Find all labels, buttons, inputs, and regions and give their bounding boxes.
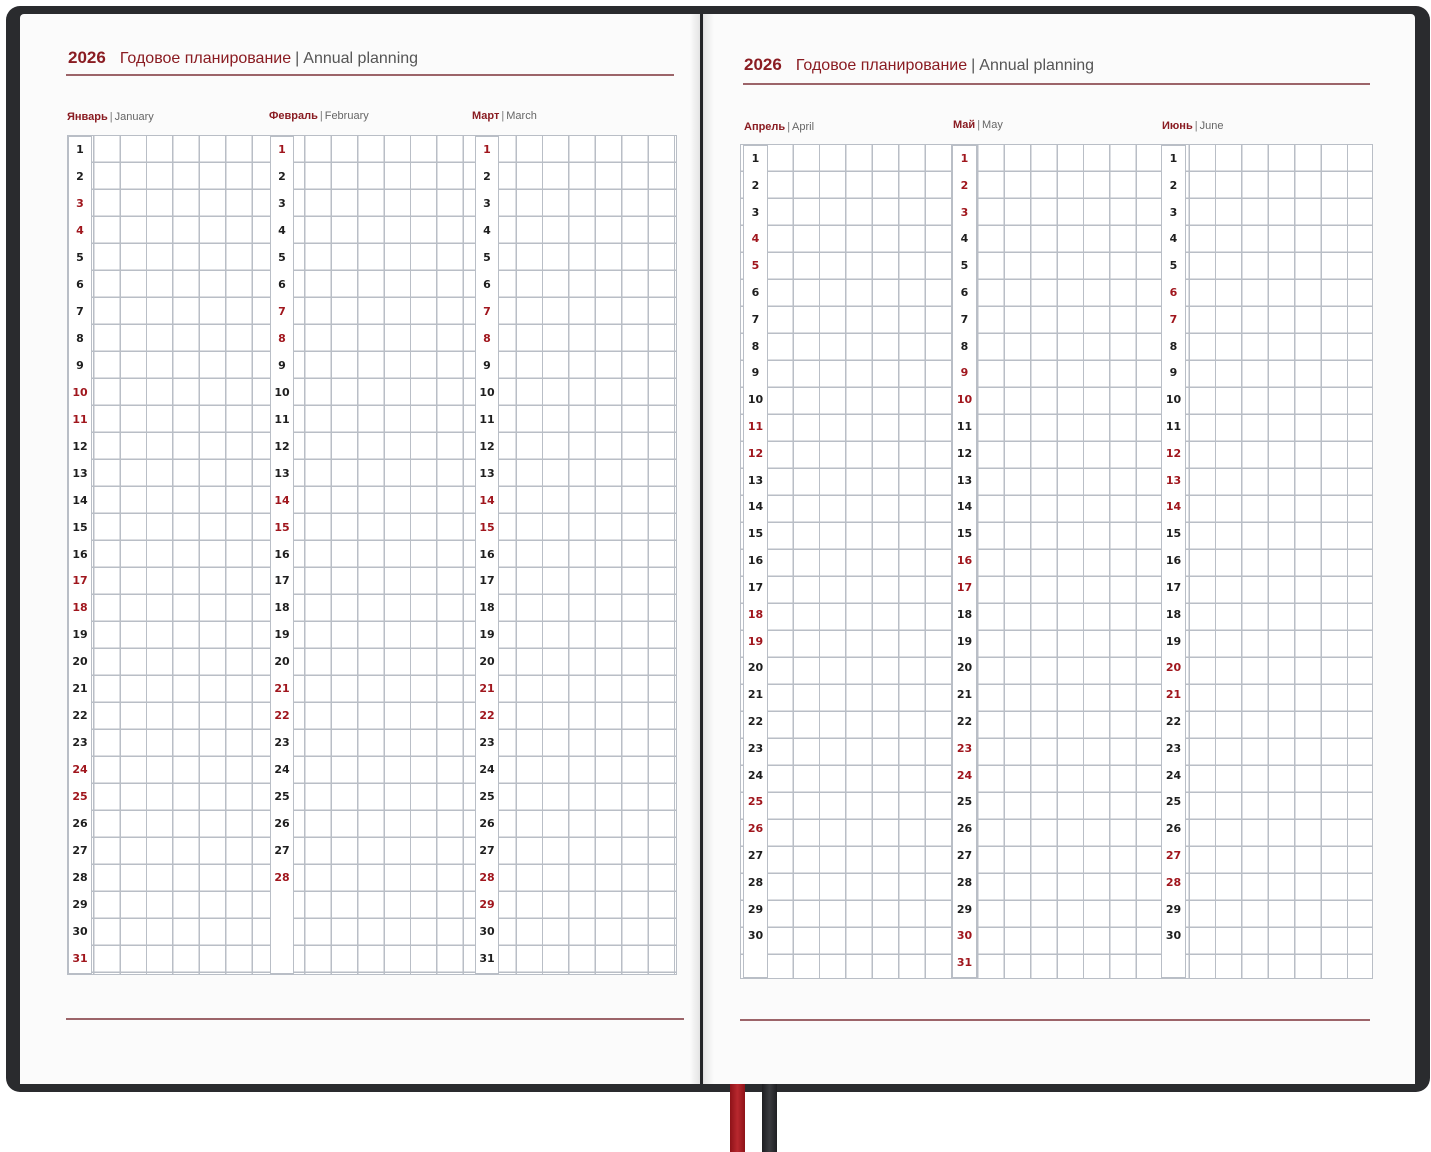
day-number: 3	[278, 196, 286, 210]
day-number: 31	[479, 952, 495, 966]
day-number: 15	[274, 520, 290, 534]
day-number: 29	[72, 898, 88, 912]
day-number: 11	[479, 412, 495, 426]
day-number: 18	[747, 607, 764, 621]
day-number: 4	[751, 232, 760, 246]
day-number: 8	[960, 339, 969, 353]
month-label-may: Май | May	[953, 119, 1003, 131]
bookmark-ribbon-red	[730, 1084, 745, 1152]
day-number: 1	[960, 152, 969, 165]
day-number: 30	[747, 929, 764, 943]
day-number: 15	[747, 527, 764, 541]
day-number: 23	[1165, 741, 1182, 755]
day-number: 10	[274, 385, 290, 399]
day-number: 22	[1165, 714, 1182, 728]
day-number: 3	[751, 205, 760, 219]
day-number: 30	[1165, 929, 1182, 943]
day-number: 14	[956, 500, 973, 514]
day-number: 27	[72, 844, 88, 858]
day-number: 16	[72, 547, 88, 561]
day-number: 6	[1169, 286, 1178, 300]
day-number: 28	[956, 875, 973, 889]
day-number: 2	[76, 169, 84, 183]
day-number: 14	[1165, 500, 1182, 514]
day-number: 27	[274, 844, 290, 858]
day-number: 31	[956, 956, 973, 970]
day-number: 13	[274, 466, 290, 480]
day-number: 21	[956, 688, 973, 702]
day-number: 8	[483, 331, 491, 345]
month-label-january: Январь | January	[67, 111, 154, 123]
day-number: 8	[751, 339, 760, 353]
day-number: 13	[72, 466, 88, 480]
day-number: 23	[72, 736, 88, 750]
day-number: 4	[278, 223, 286, 237]
header-separator: |	[971, 57, 976, 74]
day-number: 3	[76, 196, 84, 210]
day-number: 22	[956, 714, 973, 728]
day-number: 5	[751, 259, 760, 273]
day-number: 29	[747, 902, 764, 916]
day-number: 29	[956, 902, 973, 916]
day-number: 27	[747, 848, 764, 862]
header-title-en: Annual planning	[979, 57, 1095, 74]
day-number: 11	[72, 412, 88, 426]
day-number: 29	[1165, 902, 1182, 916]
day-number: 20	[747, 661, 764, 675]
day-number: 26	[274, 817, 290, 831]
day-number: 28	[72, 871, 88, 885]
day-number: 14	[72, 493, 88, 507]
day-number: 1	[1169, 152, 1178, 165]
day-number: 17	[479, 574, 495, 588]
day-column-march	[475, 136, 499, 974]
day-number: 10	[747, 393, 764, 407]
day-number: 13	[956, 473, 973, 487]
day-column-april	[743, 145, 768, 978]
day-number: 3	[483, 196, 491, 210]
day-column-january	[68, 136, 92, 974]
day-number: 3	[960, 205, 969, 219]
day-number: 11	[956, 420, 973, 434]
day-number: 6	[76, 277, 84, 291]
day-number: 15	[1165, 527, 1182, 541]
day-number: 28	[1165, 875, 1182, 889]
day-number: 19	[479, 628, 495, 642]
day-number: 7	[483, 304, 491, 318]
day-number: 26	[72, 817, 88, 831]
day-number: 2	[751, 178, 760, 192]
day-number: 9	[1169, 366, 1178, 380]
day-number: 1	[76, 143, 84, 156]
day-column-february	[270, 136, 294, 974]
day-number: 8	[76, 331, 84, 345]
day-number: 22	[747, 714, 764, 728]
day-number: 4	[483, 223, 491, 237]
day-number: 27	[479, 844, 495, 858]
day-number: 25	[747, 795, 764, 809]
day-number: 9	[751, 366, 760, 380]
day-number: 5	[278, 250, 286, 264]
day-number: 26	[479, 817, 495, 831]
day-number: 4	[960, 232, 969, 246]
book-spine-shadow	[690, 14, 714, 1084]
day-number: 25	[479, 790, 495, 804]
day-number: 30	[956, 929, 973, 943]
day-number: 10	[1165, 393, 1182, 407]
day-number: 17	[956, 580, 973, 594]
right-page-header	[744, 55, 1094, 83]
day-number: 5	[483, 250, 491, 264]
day-number: 12	[956, 446, 973, 460]
header-title-ru: Годовое планирование	[795, 57, 968, 74]
day-number: 3	[1169, 205, 1178, 219]
day-number: 18	[72, 601, 88, 615]
day-number: 23	[747, 741, 764, 755]
day-number: 7	[751, 312, 760, 326]
day-number: 28	[274, 871, 290, 885]
day-number: 1	[483, 143, 491, 156]
day-number: 20	[956, 661, 973, 675]
day-number: 12	[274, 439, 290, 453]
day-number: 7	[278, 304, 286, 318]
day-number: 7	[1169, 312, 1178, 326]
day-number: 15	[956, 527, 973, 541]
day-number: 19	[274, 628, 290, 642]
day-number: 26	[956, 822, 973, 836]
day-number: 22	[72, 709, 88, 723]
day-number: 20	[479, 655, 495, 669]
day-number: 26	[747, 822, 764, 836]
day-number: 22	[479, 709, 495, 723]
day-number: 19	[1165, 634, 1182, 648]
day-number: 20	[1165, 661, 1182, 675]
day-number: 5	[1169, 259, 1178, 273]
day-number: 2	[278, 169, 286, 183]
day-number: 2	[960, 178, 969, 192]
day-number: 18	[956, 607, 973, 621]
day-number: 15	[72, 520, 88, 534]
day-number: 24	[747, 768, 764, 782]
day-number: 25	[1165, 795, 1182, 809]
day-number: 23	[274, 736, 290, 750]
header-title-en: Annual planning	[303, 50, 419, 67]
day-number: 14	[274, 493, 290, 507]
day-number: 4	[1169, 232, 1178, 246]
day-number: 24	[1165, 768, 1182, 782]
day-column-june	[1161, 145, 1186, 978]
right-footer-rule	[740, 1019, 1370, 1021]
day-number: 19	[72, 628, 88, 642]
day-number: 21	[72, 682, 88, 696]
day-number: 23	[956, 741, 973, 755]
day-number: 21	[1165, 688, 1182, 702]
day-number: 12	[747, 446, 764, 460]
day-number: 16	[1165, 554, 1182, 568]
day-number: 30	[72, 925, 88, 939]
day-number: 11	[747, 420, 764, 434]
day-number: 8	[1169, 339, 1178, 353]
day-number: 27	[956, 848, 973, 862]
day-number: 17	[72, 574, 88, 588]
day-number: 17	[747, 580, 764, 594]
day-number: 17	[1165, 580, 1182, 594]
left-footer-rule	[66, 1018, 684, 1020]
left-header-rule	[66, 74, 674, 76]
day-number: 14	[479, 493, 495, 507]
day-number: 10	[72, 385, 88, 399]
day-column-may	[952, 145, 977, 978]
day-number: 16	[956, 554, 973, 568]
day-number: 29	[479, 898, 495, 912]
day-number: 5	[960, 259, 969, 273]
day-number: 6	[278, 277, 286, 291]
day-number: 13	[747, 473, 764, 487]
day-number: 25	[72, 790, 88, 804]
day-number: 26	[1165, 822, 1182, 836]
day-number: 13	[479, 466, 495, 480]
day-number: 12	[479, 439, 495, 453]
header-separator: |	[295, 50, 300, 67]
day-number: 16	[274, 547, 290, 561]
day-number: 20	[72, 655, 88, 669]
day-number: 9	[960, 366, 969, 380]
day-number: 23	[479, 736, 495, 750]
day-number: 25	[956, 795, 973, 809]
day-number: 24	[274, 763, 290, 777]
month-label-june: Июнь | June	[1162, 120, 1224, 132]
header-title-ru: Годовое планирование	[119, 50, 292, 67]
month-label-february: Февраль | February	[269, 110, 369, 122]
day-number: 27	[1165, 848, 1182, 862]
day-number: 19	[747, 634, 764, 648]
day-number: 25	[274, 790, 290, 804]
day-number: 2	[1169, 178, 1178, 192]
left-page-header	[68, 48, 418, 76]
day-number: 21	[747, 688, 764, 702]
day-number: 12	[72, 439, 88, 453]
day-number: 13	[1165, 473, 1182, 487]
day-number: 24	[72, 763, 88, 777]
day-number: 18	[1165, 607, 1182, 621]
day-number: 6	[751, 286, 760, 300]
header-year: 2026	[744, 55, 782, 74]
month-label-april: Апрель | April	[744, 121, 815, 133]
bookmark-ribbon-dark	[762, 1084, 777, 1152]
day-number: 8	[278, 331, 286, 345]
day-number: 16	[479, 547, 495, 561]
day-number: 9	[483, 358, 491, 372]
day-number: 30	[479, 925, 495, 939]
right-planning-grid	[741, 145, 1372, 978]
day-number: 18	[274, 601, 290, 615]
day-number: 2	[483, 169, 491, 183]
day-number: 16	[747, 554, 764, 568]
day-number: 4	[76, 223, 84, 237]
day-number: 17	[274, 574, 290, 588]
day-number: 22	[274, 709, 290, 723]
day-number: 11	[274, 412, 290, 426]
header-year: 2026	[68, 48, 106, 67]
day-number: 21	[479, 682, 495, 696]
day-number: 24	[479, 763, 495, 777]
day-number: 1	[278, 143, 286, 156]
day-number: 12	[1165, 446, 1182, 460]
day-number: 6	[960, 286, 969, 300]
right-header-rule	[743, 83, 1370, 85]
day-number: 7	[76, 304, 84, 318]
day-number: 1	[751, 152, 760, 165]
left-planning-grid	[68, 136, 676, 974]
day-number: 11	[1165, 420, 1182, 434]
day-number: 10	[479, 385, 495, 399]
day-number: 5	[76, 250, 84, 264]
day-number: 9	[278, 358, 286, 372]
day-number: 28	[479, 871, 495, 885]
day-number: 28	[747, 875, 764, 889]
day-number: 6	[483, 277, 491, 291]
day-number: 9	[76, 358, 84, 372]
day-number: 21	[274, 682, 290, 696]
day-number: 14	[747, 500, 764, 514]
day-number: 10	[956, 393, 973, 407]
month-label-march: Март | March	[472, 110, 537, 122]
day-number: 19	[956, 634, 973, 648]
day-number: 18	[479, 601, 495, 615]
day-number: 20	[274, 655, 290, 669]
day-number: 24	[956, 768, 973, 782]
day-number: 15	[479, 520, 495, 534]
day-number: 7	[960, 312, 969, 326]
day-number: 31	[72, 952, 88, 966]
